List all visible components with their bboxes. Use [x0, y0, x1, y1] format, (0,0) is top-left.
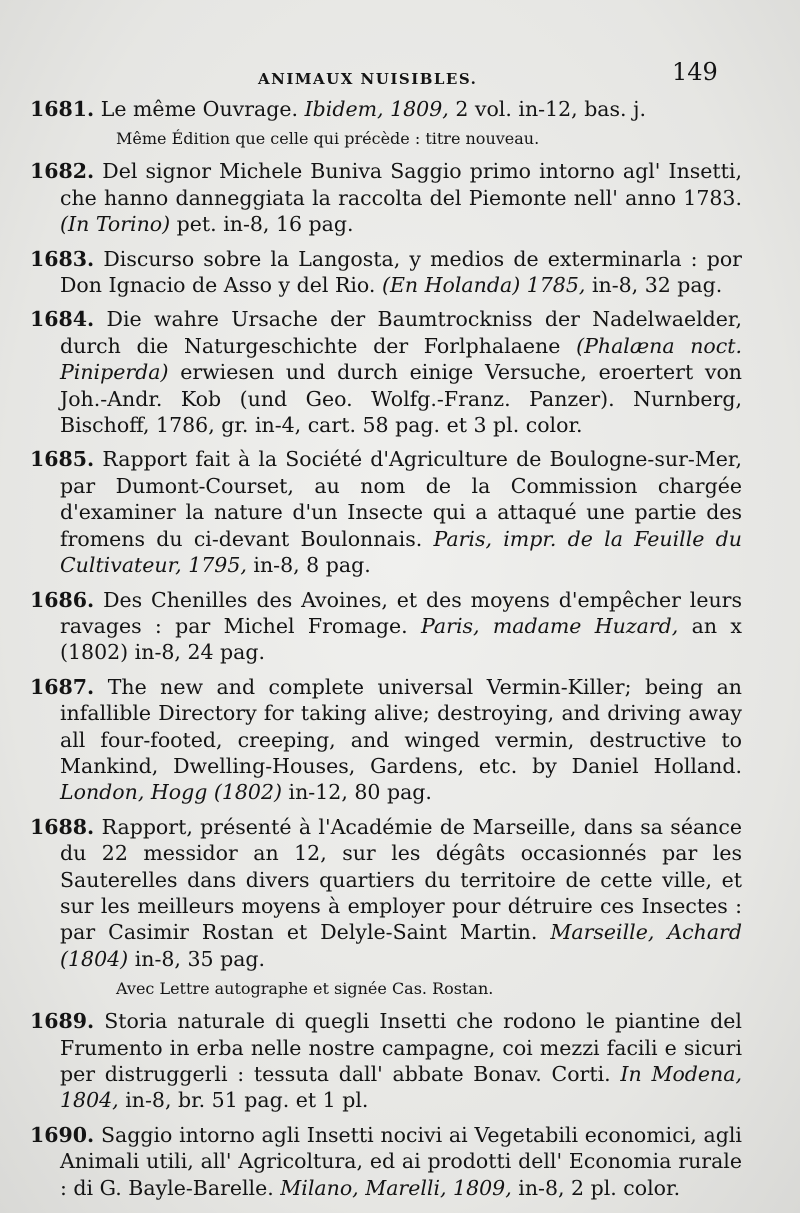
entry-imprint: Ibidem, 1809,: [304, 97, 449, 121]
entry-collation: an x (1802) in-8, 24 pag.: [60, 613, 742, 665]
entry-collation: pet. in-8, 16 pag.: [176, 212, 354, 237]
entry-collation: 2 vol. in-12, bas. j.: [455, 97, 646, 121]
entry-text: Discurso sobre la Langosta, y medios de exterminarla : por Don Ignacio de Asso y del Rio.: [60, 246, 742, 298]
entry-text: Des Chenilles des Avoines, et des moyens d'empêcher leurs ravages : par Michel Fromage.: [60, 587, 742, 638]
entry-text: Rapport fait à la Société d'Agriculture de Boulogne-sur-Mer, par Dumont-Courset, au nom de la Commission chargée d'examiner la nature d'un Insecte qui a attaqué une partie des fromens du ci-devant Boulonnais.: [60, 447, 742, 551]
entry-collation: erwiesen und durch einige Versuche, eroertert von Joh.-Andr. Kob (und Geo. Wolfg.-Franz. Panzer). Nurnberg, Bischoff, 1786, gr. in-4, cart. 58 pag. et 3 pl. color.: [60, 360, 742, 438]
entry-note: Avec Lettre autographe et signée Cas. Rostan.: [116, 979, 494, 999]
entry-number: 1684.: [30, 307, 95, 332]
entry-text: The new and complete universal Vermin-Killer; being an infallible Directory for taking alive; destroying, and driving away all four-footed, creeping, and winged vermin, destructive to Mankind, Dwelling-Houses, Gardens, etc. by Daniel Holland.: [60, 674, 742, 778]
entry-collation: in-8, 8 pag.: [253, 553, 371, 578]
entry-imprint: In Modena, 1804,: [60, 1062, 742, 1113]
entry-number: 1689.: [30, 1009, 95, 1034]
entry-number: 1688.: [30, 814, 95, 839]
entry-text: Storia naturale di quegli Insetti che rodono le piantine del Frumento in erba nelle nostre campagne, coi mezzi facili e sicuri per distruggerli : tessuta dall' abbate Bonav. Corti.: [60, 1009, 742, 1086]
entry-imprint: (In Torino): [60, 212, 171, 237]
entry-note: Même Édition que celle qui précède : titre nouveau.: [116, 129, 540, 149]
entry-text: Rapport, présenté à l'Académie de Marseille, dans sa séance du 22 messidor an 12, sur les dégâts occasionnés par les Sauterelles dans divers quartiers du territoire de cette ville, et sur les meilleurs moyens à employer pour détruire ces Insectes : par Casimir Rostan et Delyle-Saint Martin.: [60, 814, 742, 945]
entry-imprint: London, Hogg (1802): [60, 780, 283, 805]
bibliography-entry: [30, 446, 742, 578]
entry-number: 1686.: [30, 587, 95, 612]
entry-number: 1690.: [30, 1122, 95, 1147]
entry-imprint: Milano, Marelli, 1809,: [280, 1175, 512, 1200]
entry-collation: in-8, 35 pag.: [134, 946, 266, 971]
entry-text: Le même Ouvrage.: [100, 97, 299, 121]
entry-collation: in-12, 80 pag.: [288, 780, 432, 805]
bibliography-entry: [30, 1122, 742, 1201]
entry-number: 1682.: [30, 159, 95, 184]
entry-text: Del signor Michele Buniva Saggio primo intorno agl' Insetti, che hanno danneggiata la raccolta del Piemonte nell' anno 1783.: [60, 159, 742, 210]
running-head: ANIMAUX NUISIBLES.: [258, 70, 478, 88]
bibliography-entry: [30, 306, 742, 438]
bibliography-entry: [30, 1008, 742, 1114]
entry-collation: in-8, 32 pag.: [591, 273, 723, 298]
entry-imprint: (En Holanda) 1785,: [381, 273, 586, 298]
bibliography-entry: [30, 587, 742, 666]
entry-imprint: Paris, madame Huzard,: [421, 613, 679, 638]
entry-number: 1685.: [30, 447, 95, 472]
bibliography-entry: [30, 674, 742, 806]
bibliography-entry: [30, 158, 742, 237]
entry-number: 1683.: [30, 246, 95, 271]
entry-number: 1681.: [30, 97, 95, 121]
page-number: 149: [672, 58, 718, 86]
entry-imprint: Marseille, Achard (1804): [60, 920, 742, 971]
bibliography-entries: [30, 96, 742, 1209]
bibliography-entry: [30, 814, 742, 972]
entry-collation: in-8, br. 51 pag. et 1 pl.: [125, 1088, 369, 1113]
entry-imprint: Paris, impr. de la Feuille du Cultivateur, 1795,: [60, 526, 742, 578]
entry-collation: in-8, 2 pl. color.: [518, 1175, 681, 1200]
bibliography-entry: [30, 96, 742, 122]
entry-number: 1687.: [30, 674, 95, 699]
entry-text: Saggio intorno agli Insetti nocivi ai Vegetabili economici, agli Animali utili, all' Agricoltura, ed ai prodotti dell' Economia rurale : di G. Bayle-Barelle.: [60, 1122, 742, 1200]
bibliography-entry: [30, 246, 742, 299]
entry-imprint: (Phalæna noct. Piniperda): [60, 333, 742, 385]
entry-text: Die wahre Ursache der Baumtrockniss der Nadelwaelder, durch die Naturgeschichte der Forlphalaene: [60, 307, 742, 358]
